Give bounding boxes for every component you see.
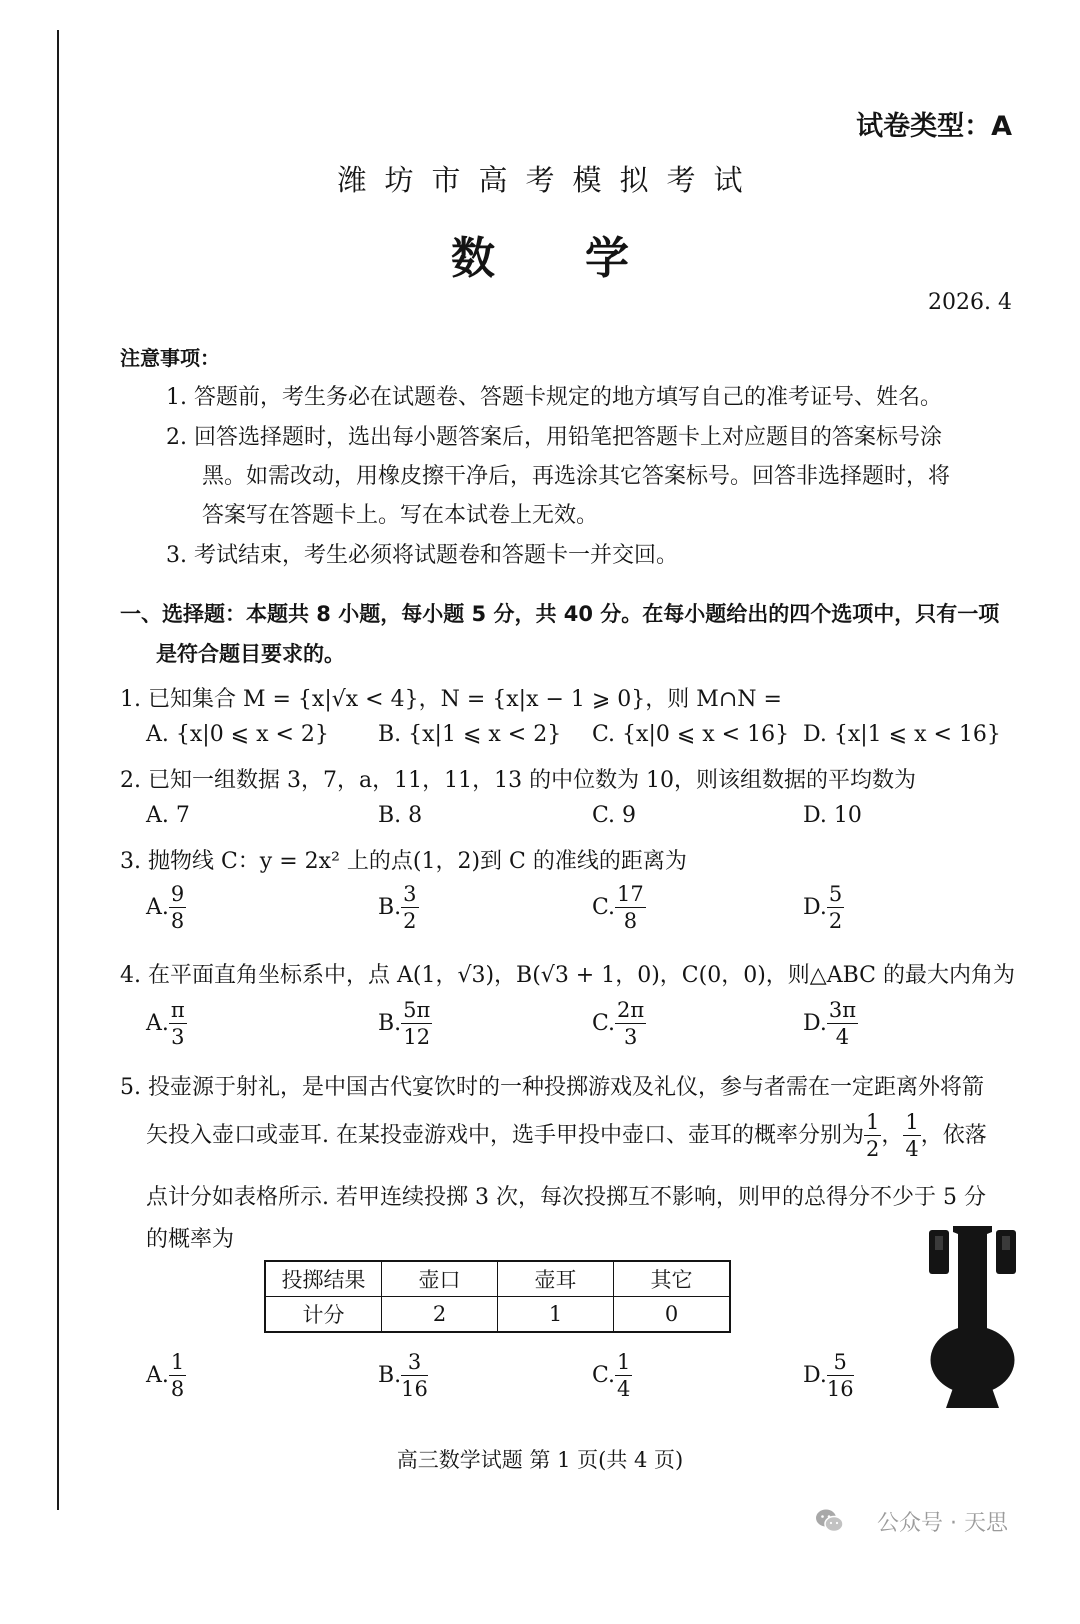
table-cell: 计分 [265, 1297, 382, 1333]
touhu-vase-icon [925, 1222, 1020, 1412]
table-cell: 壶耳 [498, 1261, 614, 1297]
notice-line: 黑。如需改动，用橡皮擦干净后，再选涂其它答案标号。回答非选择题时，将 [202, 464, 951, 489]
q1-option-c: C. {x|0 ⩽ x < 16} [592, 722, 790, 747]
table-cell: 壶口 [382, 1261, 498, 1297]
wechat-icon [815, 1508, 845, 1534]
table-cell: 0 [614, 1297, 731, 1333]
table-cell: 1 [498, 1297, 614, 1333]
question-3-stem: 3. 抛物线 C：y = 2x² 上的点(1，2)到 C 的准线的距离为 [120, 849, 687, 874]
q3-option-a: A. $\frac{9}{8}$ [146, 882, 185, 933]
notice-line: 1. 答题前，考生务必在试题卷、答题卡规定的地方填写自己的准考证号、姓名。 [166, 385, 942, 410]
q1-option-d: D. {x|1 ⩽ x < 16} [803, 722, 1001, 747]
notice-line: 2. 回答选择题时，选出每小题答案后，用铅笔把答题卡上对应题目的答案标号涂 [166, 425, 942, 450]
q1-option-b: B. {x|1 ⩽ x < 2} [378, 722, 562, 747]
subject-title: 数学 [451, 233, 719, 284]
notice-line: 3. 考试结束，考生必须将试题卷和答题卡一并交回。 [166, 543, 678, 568]
q4-option-b: B. $\frac{5\pi}{12}$ [378, 998, 431, 1049]
q2-option-c: C. 9 [592, 803, 637, 828]
table-row [265, 1297, 730, 1333]
q5-option-b: B. $\frac{3}{16}$ [378, 1350, 428, 1401]
score-table [264, 1260, 731, 1333]
watermark: 公众号 · 天思 [877, 1511, 1008, 1536]
page-footer: 高三数学试题 第 1 页(共 4 页) [396, 1448, 684, 1472]
table-cell: 2 [382, 1297, 498, 1333]
q5-option-c: C. $\frac{1}{4}$ [592, 1350, 631, 1401]
q3-option-b: B. $\frac{3}{2}$ [378, 882, 417, 933]
question-2-stem: 2. 已知一组数据 3，7，a，11，11，13 的中位数为 10，则该组数据的平均数为 [120, 768, 917, 793]
q3-option-d: D. $\frac{5}{2}$ [803, 882, 843, 933]
question-5-line: 点计分如表格所示. 若甲连续投掷 3 次，每次投掷互不影响，则甲的总得分不少于 5 分 [146, 1185, 986, 1210]
exam-date: 2026. 4 [928, 290, 1012, 315]
notice-line: 答案写在答题卡上。写在本试卷上无效。 [202, 503, 599, 528]
question-5-line: 的概率为 [146, 1227, 235, 1252]
question-4-stem: 4. 在平面直角坐标系中，点 A(1，√3)，B(√3 + 1，0)，C(0，0)，则△ABC 的最大内角为 [120, 963, 1016, 988]
notice-title: 注意事项： [120, 346, 220, 370]
q1-option-a: A. {x|0 ⩽ x < 2} [146, 722, 329, 747]
q5-option-d: D. $\frac{5}{16}$ [803, 1350, 854, 1401]
q3-option-c: C. $\frac{17}{8}$ [592, 882, 644, 933]
section-heading-cont: 是符合题目要求的。 [156, 642, 345, 666]
exam-title: 潍坊市高考模拟考试 [337, 163, 761, 197]
q4-option-c: C. $\frac{2\pi}{3}$ [592, 998, 645, 1049]
table-row [265, 1261, 730, 1297]
question-1-stem: 1. 已知集合 M = {x|√x < 4}，N = {x|x − 1 ⩾ 0}，则 M∩N = [120, 687, 782, 712]
q5-option-a: A. $\frac{1}{8}$ [146, 1350, 185, 1401]
q4-option-a: A. $\frac{\pi}{3}$ [146, 998, 185, 1049]
question-5-line: 5. 投壶源于射礼，是中国古代宴饮时的一种投掷游戏及礼仪，参与者需在一定距离外将箭 [120, 1075, 984, 1100]
q2-option-a: A. 7 [146, 803, 190, 828]
q2-option-b: B. 8 [378, 803, 423, 828]
table-cell: 投掷结果 [265, 1261, 382, 1297]
table-cell: 其它 [614, 1261, 731, 1297]
q4-option-d: D. $\frac{3\pi}{4}$ [803, 998, 857, 1049]
paper-type: 试卷类型：A [856, 111, 1012, 142]
section-heading: 一、选择题：本题共 8 小题，每小题 5 分，共 40 分。在每小题给出的四个选项中，只有一项 [120, 602, 1000, 626]
question-5-line: 矢投入壶口或壶耳. 在某投壶游戏中，选手甲投中壶口、壶耳的概率分别为 $\frac{1}{2}$ ， $\frac{1}{4}$ ，依落 [146, 1110, 987, 1161]
q2-option-d: D. 10 [803, 803, 862, 828]
